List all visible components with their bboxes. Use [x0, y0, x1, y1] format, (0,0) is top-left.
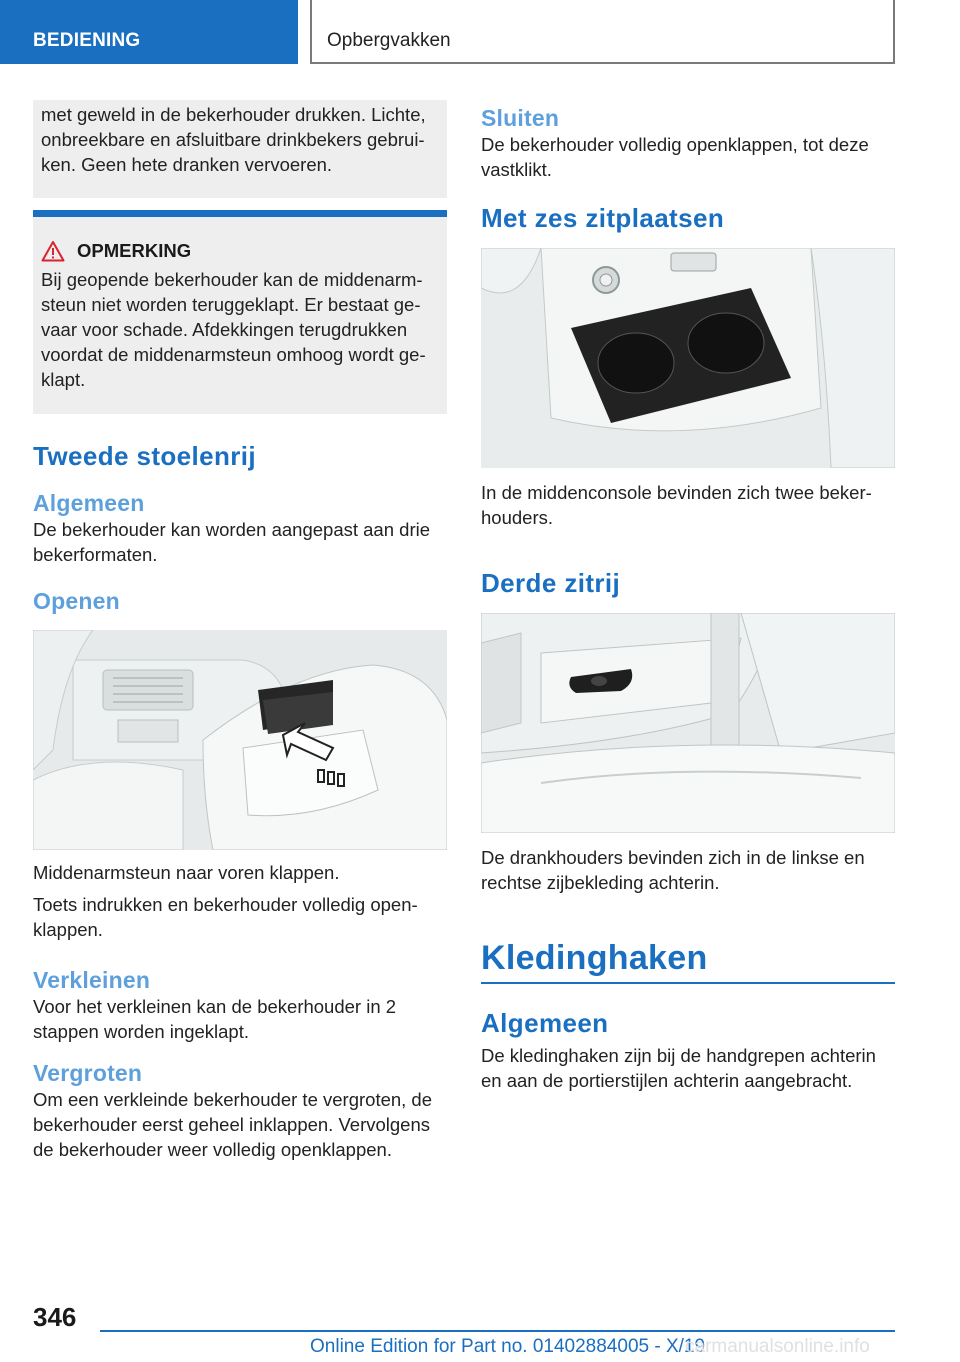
side-panel-illustration [481, 613, 895, 833]
warning-triangle-icon [41, 240, 65, 262]
heading-coat-hooks-wrap [481, 939, 895, 984]
heading-open: Openen [33, 588, 120, 614]
figure-side-panel-holder [481, 613, 895, 833]
third-row-text: De drankhouders bevinden zich in de linkse en rechtse zijbekleding achterin. [481, 847, 865, 893]
heading-coat-hooks-general: Algemeen [481, 1008, 609, 1038]
close-text: De bekerhouder volledig openklappen, tot deze vastklikt. [481, 134, 869, 180]
reduce-text: Voor het verkleinen kan de bekerhouder in 2 stappen worden ingeklapt. [33, 996, 397, 1042]
console-illustration [481, 248, 895, 468]
heading-six-seats: Met zes zitplaatsen [481, 203, 725, 233]
header-topic-tab [310, 0, 895, 64]
heading-reduce: Verkleinen [33, 967, 151, 993]
header-section-tab [0, 0, 298, 64]
header-topic-label: Opbergvakken [327, 30, 451, 51]
header-section-label: BEDIENING [33, 30, 141, 51]
heading-third-row: Derde zitrij [481, 568, 621, 598]
notice-text: Bij geopende bekerhouder kan de middenarm-steun niet worden teruggeklapt. Er bestaat ge-vaar voor schade. Afdekkingen terugdrukken voordat de middenarmsteun omhoog wordt ge-klapt. [41, 269, 426, 390]
heading-coat-hooks: Kledinghaken [481, 939, 708, 977]
heading-second-row: Tweede stoelenrij [33, 441, 257, 471]
page-number: 346 [33, 1302, 77, 1332]
intro-box [33, 100, 447, 198]
heading-general: Algemeen [33, 490, 145, 516]
left-column [33, 100, 447, 1162]
open-step-2: Toets indrukken en bekerhouder volledig open-klappen. [33, 894, 418, 940]
enlarge-text: Om een verkleinde bekerhouder te vergroten, de bekerhouder eerst geheel inklappen. Vervolgens de bekerhouder weer volledig openklappen. [33, 1089, 433, 1160]
general-text: De bekerhouder kan worden aangepast aan drie bekerformaten. [33, 519, 431, 565]
intro-box-text: met geweld in de bekerhouder drukken. Lichte, onbreekbare en afsluitbare drinkbekers gebrui-ken. Geen hete dranken vervoeren. [41, 104, 426, 175]
six-seats-text: In de middenconsole bevinden zich twee beker-houders. [481, 482, 872, 528]
figure-armrest-cupholder [33, 630, 447, 850]
figure-console-cupholders [481, 248, 895, 468]
coat-hooks-text: De kledinghaken zijn bij de handgrepen achterin en aan de portierstijlen achterin aangebracht. [481, 1045, 876, 1091]
right-column [481, 100, 895, 1093]
open-step-1: Middenarmsteun naar voren klappen. [33, 862, 340, 883]
heading-enlarge: Vergroten [33, 1060, 143, 1086]
footer-rule [100, 1330, 895, 1332]
armrest-illustration [33, 630, 447, 850]
footer-watermark: carmanualsonline.info [685, 1336, 870, 1357]
footer-edition: Online Edition for Part no. 01402884005 - X/19 [310, 1336, 706, 1357]
notice-title-row [41, 240, 439, 262]
notice-box [33, 210, 447, 414]
heading-close: Sluiten [481, 105, 560, 131]
notice-title: OPMERKING [77, 240, 192, 261]
